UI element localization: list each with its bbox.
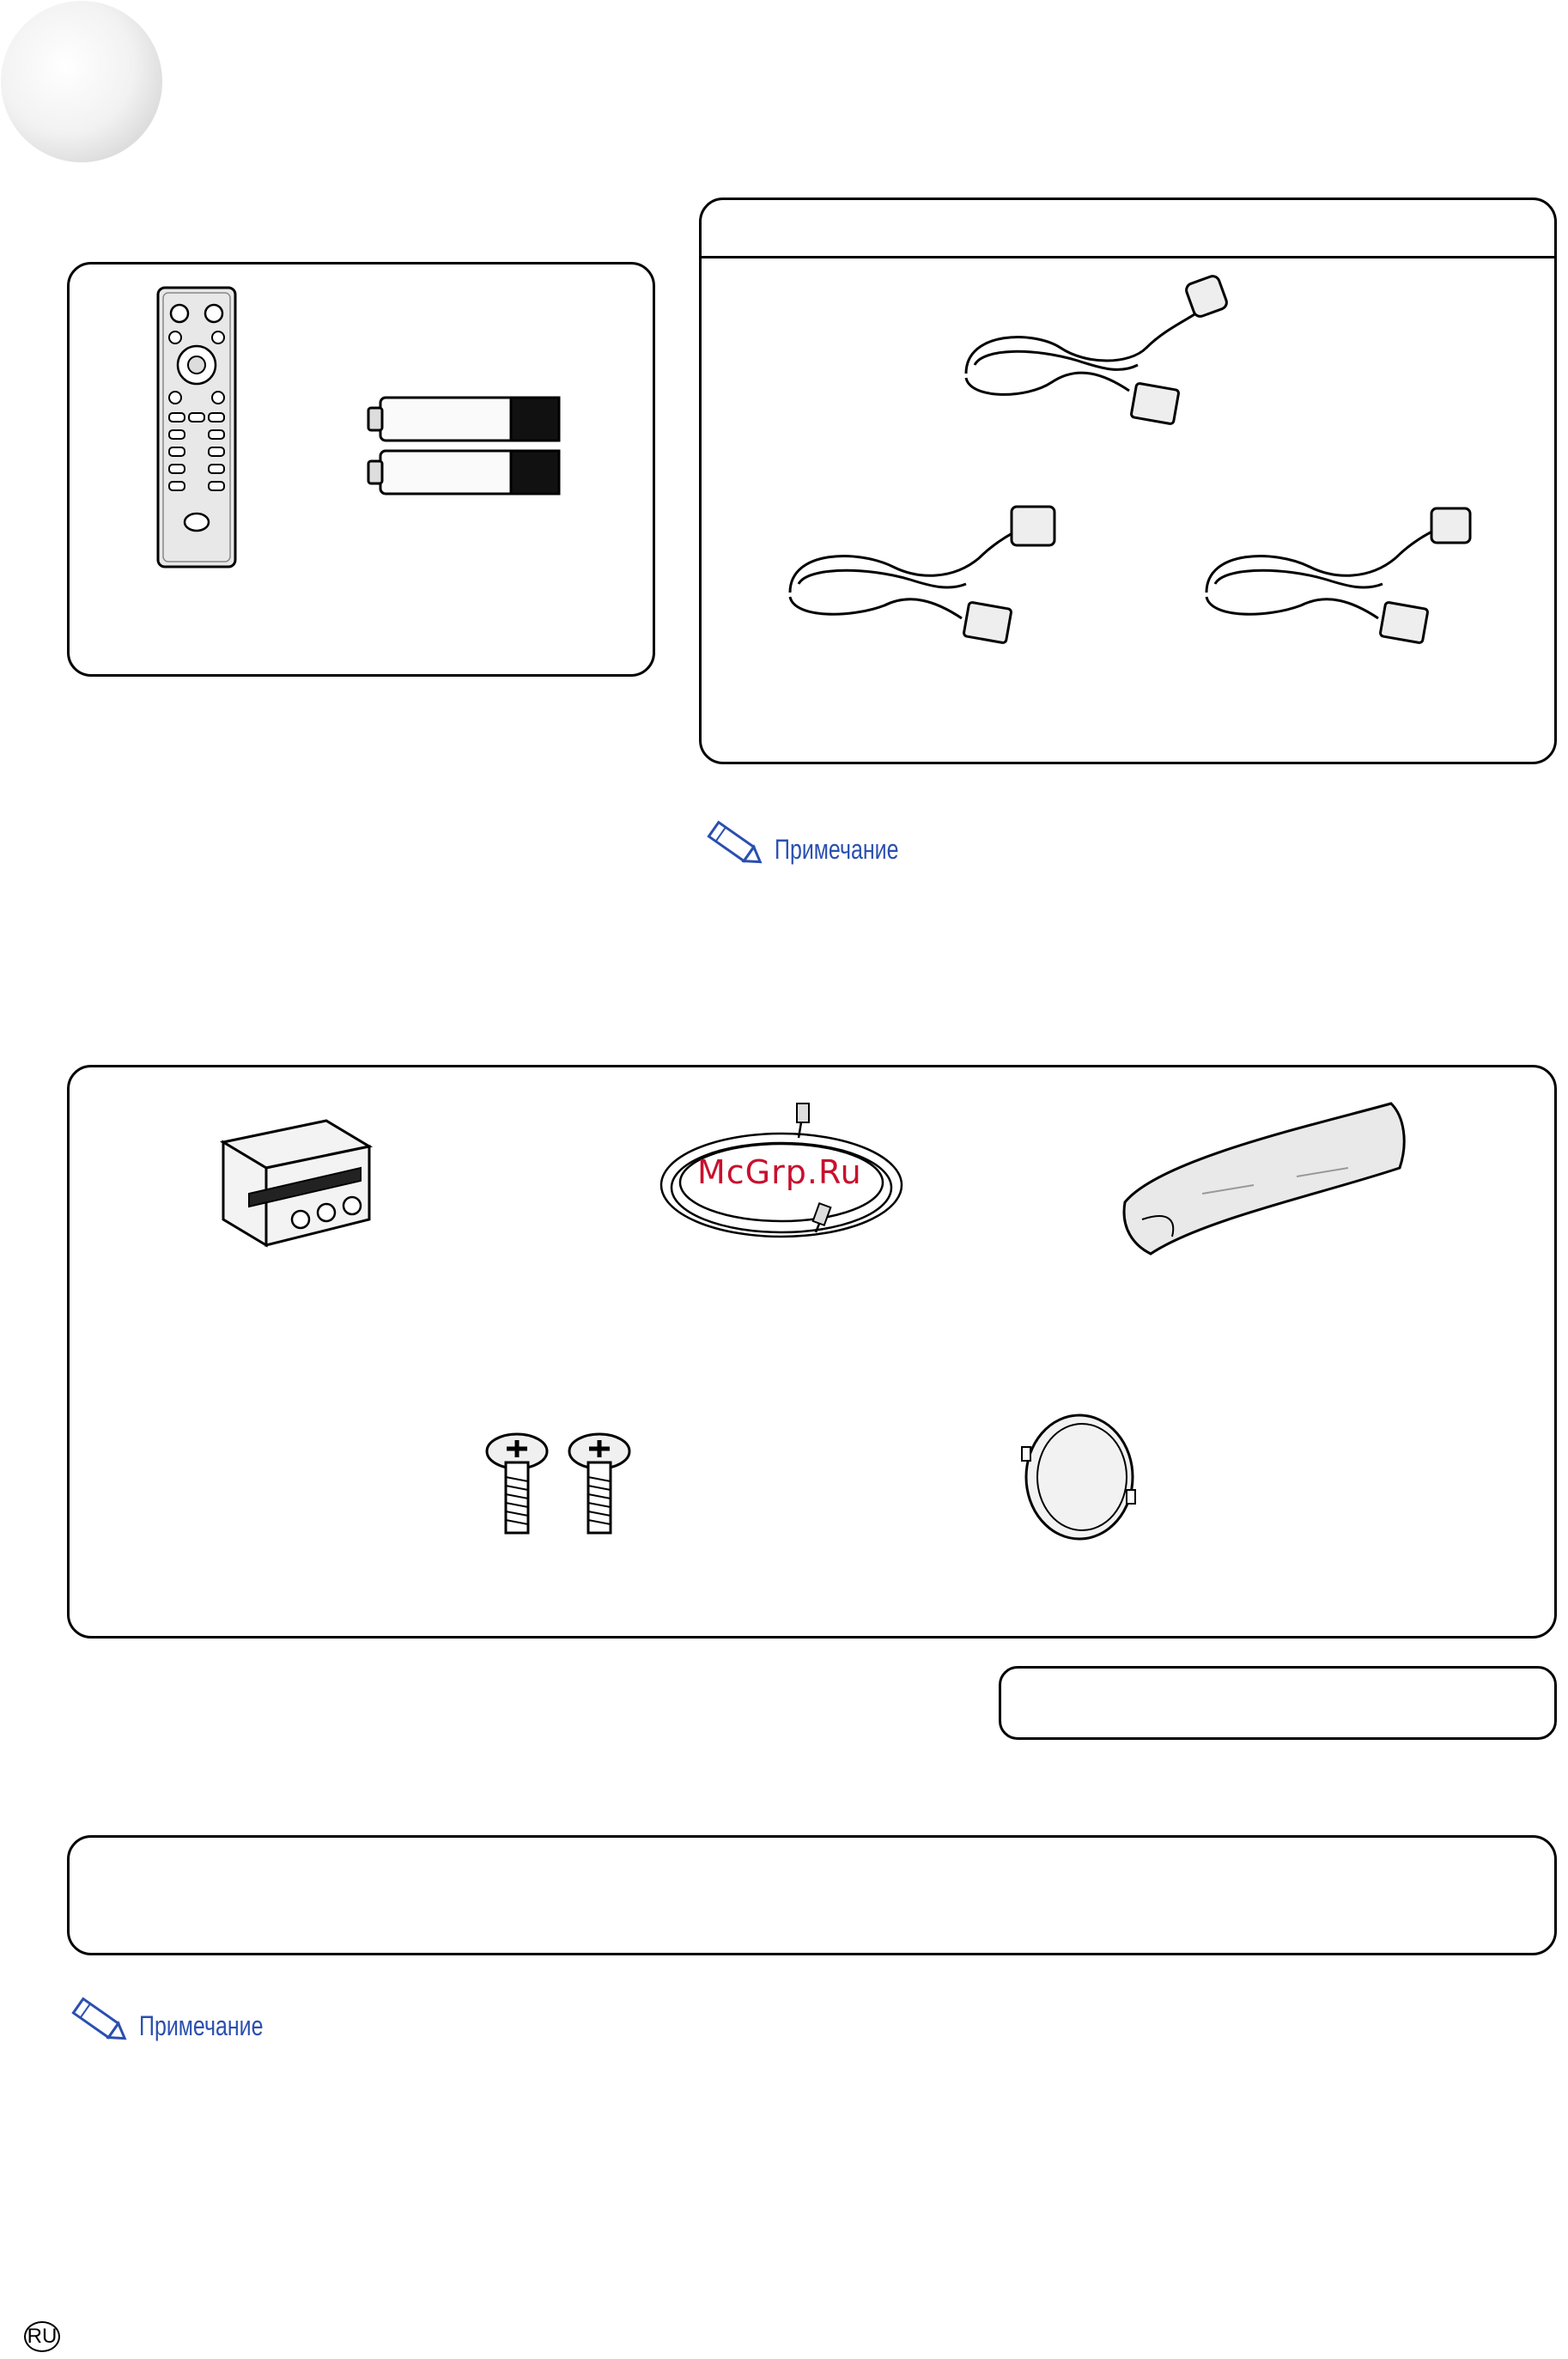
power-cord-uk <box>781 498 1065 653</box>
language-badge: RU <box>24 2321 60 2352</box>
part-number-box <box>999 1666 1557 1740</box>
lens-cap-illustration <box>1015 1408 1144 1546</box>
remote-control-illustration <box>156 286 242 569</box>
power-cord-australia <box>1198 498 1481 653</box>
scart-adapter-illustration <box>215 1108 386 1254</box>
power-cords-box-header-divider <box>701 256 1555 258</box>
corner-circle-decoration <box>0 0 172 172</box>
lens-cap-cover-illustration <box>1108 1091 1408 1262</box>
screws-illustration <box>481 1430 653 1541</box>
note-label: Примечание <box>139 2010 264 2041</box>
pencil-note-icon <box>702 816 769 866</box>
pencil-note-icon <box>67 1992 134 2042</box>
note-label: Примечание <box>775 834 899 865</box>
notice-box <box>67 1835 1557 1955</box>
note-heading-bottom <box>67 1992 298 2042</box>
aa-batteries-illustration <box>365 391 571 502</box>
note-heading-top <box>702 816 933 866</box>
power-cord-europe <box>957 279 1232 434</box>
watermark: McGrp.Ru <box>697 1153 862 1191</box>
